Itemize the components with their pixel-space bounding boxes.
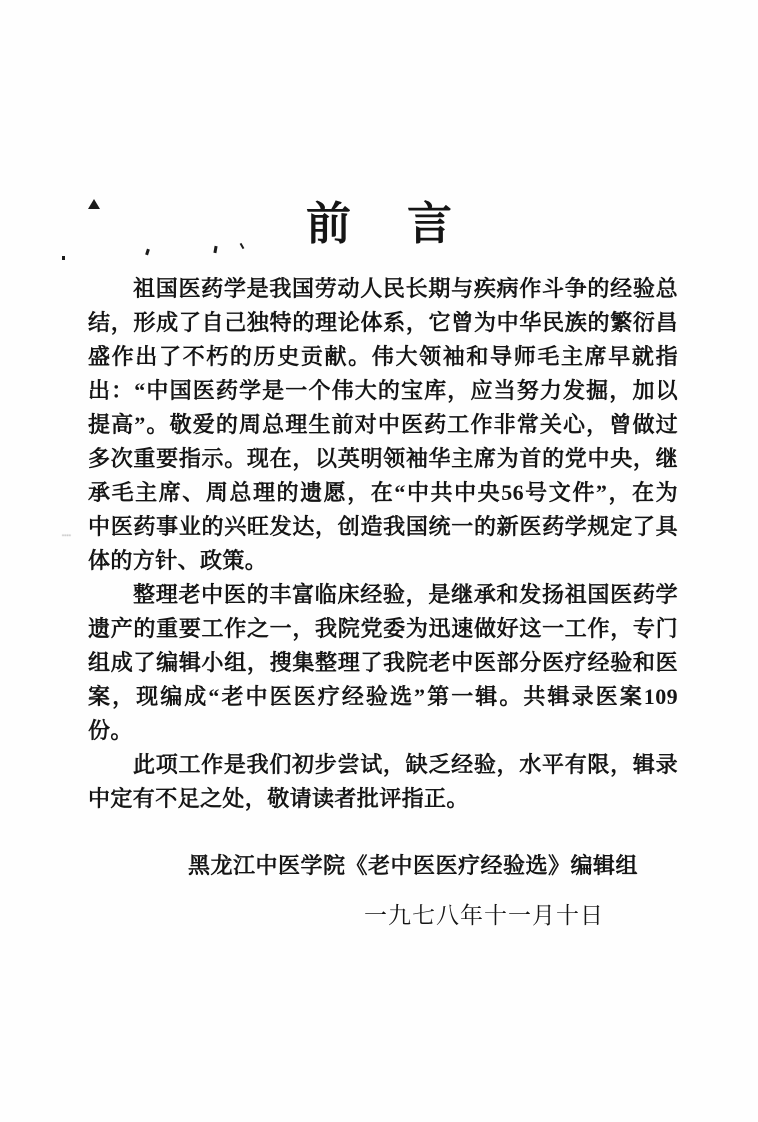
scan-artifact-speck [62, 256, 65, 260]
body-line: 案，现编成“老中医医疗经验选”第一辑。共辑录医案109 [88, 684, 678, 709]
preface-body [88, 272, 678, 816]
body-line: 提高”。敬爱的周总理生前对中医药工作非常关心，曾做过 [88, 412, 678, 437]
body-line: 出：“中国医药学是一个伟大的宝库，应当努力发掘，加以 [88, 378, 678, 403]
body-line: 多次重要指示。现在，以英明领袖华主席为首的党中央，继 [88, 446, 678, 471]
scan-artifact-smudge: ᠁ [60, 531, 71, 541]
body-line: 此项工作是我们初步尝试，缺乏经验，水平有限，辑录 [133, 752, 678, 777]
title-row [0, 200, 758, 248]
publication-date: 一九七八年十一月十日 [364, 903, 604, 928]
editorial-group-attribution: 黑龙江中医学院《老中医医疗经验选》编辑组 [188, 853, 639, 878]
body-line: 盛作出了不朽的历史贡献。伟大领袖和导师毛主席早就指 [88, 344, 678, 369]
body-line: 体的方针、政策。 [88, 548, 268, 573]
body-line: 中定有不足之处，敬请读者批评指正。 [88, 786, 469, 811]
body-line: 中医药事业的兴旺发达，创造我国统一的新医药学规定了具 [88, 514, 678, 539]
body-line: 祖国医药学是我国劳动人民长期与疾病作斗争的经验总 [133, 276, 678, 301]
scan-artifact-speck [145, 249, 150, 256]
body-line: 组成了编辑小组，搜集整理了我院老中医部分医疗经验和医 [88, 650, 678, 675]
body-line: 份。 [88, 718, 133, 743]
body-line: 结，形成了自己独特的理论体系，它曾为中华民族的繁衍昌 [88, 310, 678, 335]
body-line: 整理老中医的丰富临床经验，是继承和发扬祖国医药学 [133, 582, 678, 607]
page-title: 前言 [305, 199, 508, 249]
body-line: 遗产的重要工作之一，我院党委为迅速做好这一工作，专门 [88, 616, 678, 641]
body-line: 承毛主席、周总理的遗愿，在“中共中央56号文件”，在为 [88, 480, 678, 505]
